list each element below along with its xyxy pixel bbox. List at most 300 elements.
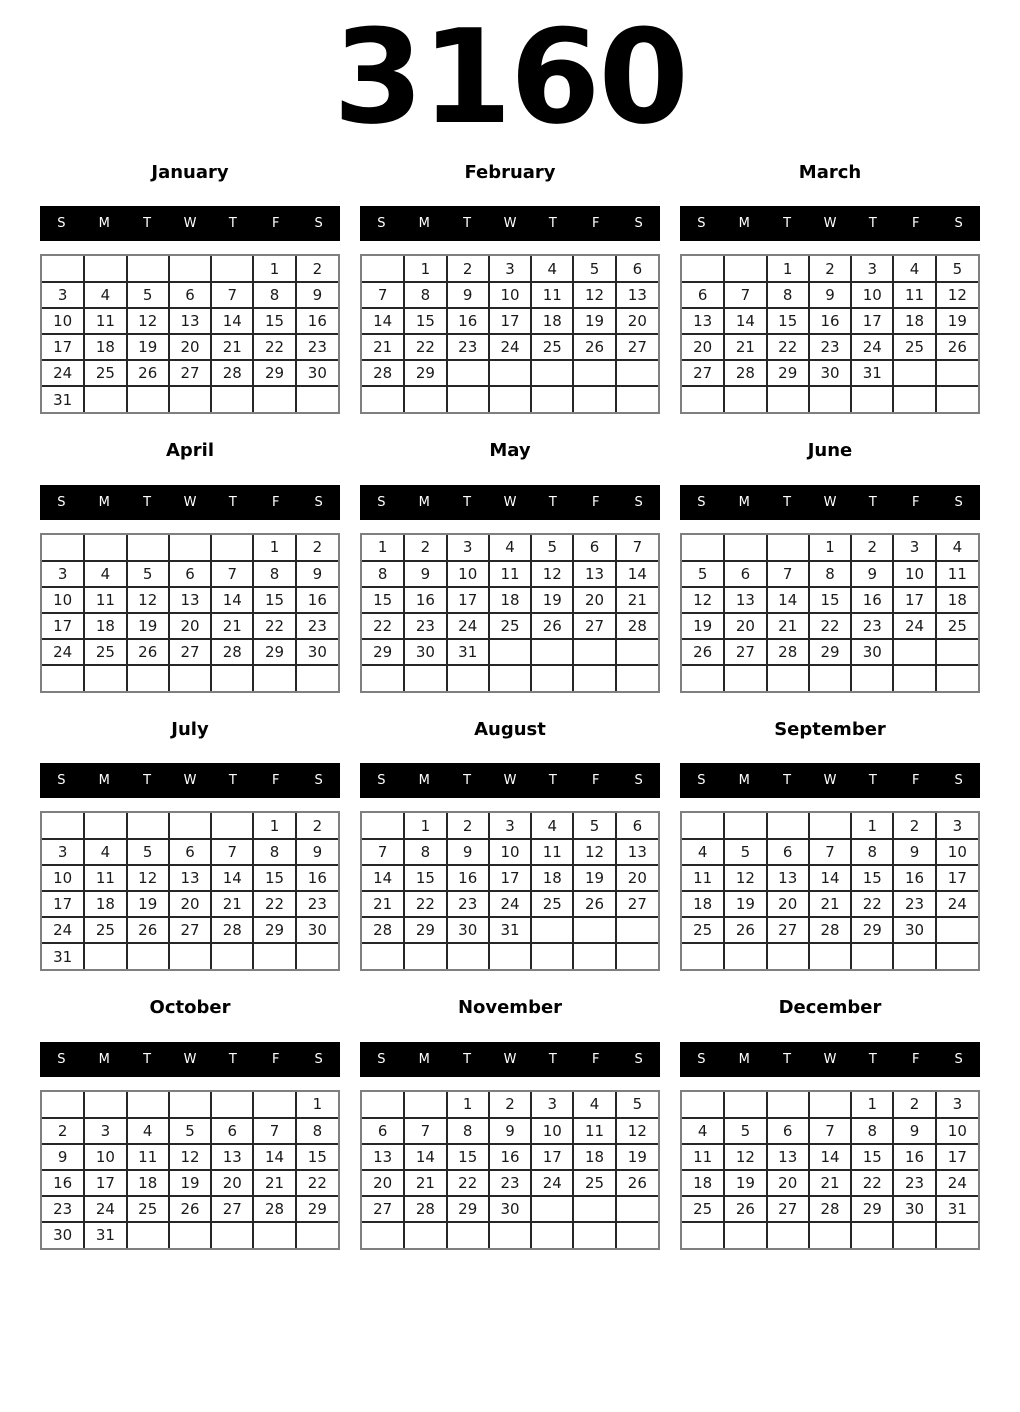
month-block	[680, 427, 980, 706]
day-cell: 4	[682, 839, 724, 865]
day-cell: 30	[404, 639, 446, 665]
empty-day-cell	[127, 943, 169, 969]
day-cell: 12	[531, 561, 573, 587]
month-table	[362, 813, 658, 969]
weekday-label: W	[183, 494, 197, 510]
empty-day-cell	[169, 386, 211, 412]
week-row	[362, 1170, 658, 1196]
day-cell: 20	[767, 1170, 809, 1196]
week-row	[42, 865, 338, 891]
week-row	[362, 613, 658, 639]
week-row	[42, 613, 338, 639]
day-cell: 8	[404, 839, 446, 865]
day-cell: 7	[211, 282, 253, 308]
weekday-label: S	[954, 773, 963, 788]
day-cell: 18	[127, 1170, 169, 1196]
weekday-label: S	[954, 494, 963, 510]
day-cell: 25	[84, 639, 126, 665]
empty-day-cell	[531, 1196, 573, 1222]
empty-day-cell	[767, 665, 809, 691]
day-cell: 29	[253, 639, 295, 665]
day-cell: 21	[211, 891, 253, 917]
day-cell: 29	[809, 639, 851, 665]
day-cell: 24	[42, 360, 84, 386]
month-block	[40, 148, 340, 427]
empty-day-cell	[893, 943, 935, 969]
day-cell: 23	[296, 613, 338, 639]
weekday-label: S	[377, 494, 386, 510]
day-cell: 27	[724, 639, 766, 665]
month-date-grid	[360, 533, 660, 693]
day-cell: 4	[682, 1118, 724, 1144]
day-cell: 2	[809, 256, 851, 282]
weekday-label: T	[868, 1051, 877, 1067]
empty-day-cell	[573, 639, 615, 665]
weekday-label: F	[271, 1051, 280, 1067]
day-cell: 3	[851, 256, 893, 282]
empty-day-cell	[489, 639, 531, 665]
weekday-label: M	[98, 216, 110, 231]
day-cell: 10	[489, 839, 531, 865]
day-cell: 1	[851, 1092, 893, 1118]
empty-day-cell	[404, 943, 446, 969]
month-date-grid	[680, 254, 980, 414]
weekday-header-bar	[40, 763, 340, 798]
day-cell: 23	[296, 891, 338, 917]
empty-day-cell	[42, 535, 84, 561]
day-cell: 1	[404, 256, 446, 282]
day-cell: 14	[809, 865, 851, 891]
day-cell: 10	[851, 282, 893, 308]
day-cell: 16	[489, 1144, 531, 1170]
day-cell: 10	[42, 587, 84, 613]
weekday-label: S	[377, 1051, 386, 1067]
day-cell: 3	[936, 1092, 978, 1118]
empty-day-cell	[767, 1222, 809, 1248]
empty-day-cell	[489, 386, 531, 412]
day-cell: 20	[169, 613, 211, 639]
empty-day-cell	[84, 813, 126, 839]
day-cell: 27	[767, 917, 809, 943]
week-row	[682, 1196, 978, 1222]
day-cell: 19	[682, 613, 724, 639]
day-cell: 10	[531, 1118, 573, 1144]
day-cell: 18	[531, 865, 573, 891]
day-cell: 2	[489, 1092, 531, 1118]
weekday-label: T	[143, 494, 152, 510]
empty-day-cell	[127, 1092, 169, 1118]
day-cell: 17	[851, 308, 893, 334]
day-cell: 6	[169, 282, 211, 308]
empty-day-cell	[724, 535, 766, 561]
empty-day-cell	[211, 256, 253, 282]
empty-day-cell	[42, 665, 84, 691]
months-grid	[40, 148, 980, 1262]
week-row	[42, 561, 338, 587]
weekday-label: W	[823, 494, 837, 510]
weekday-label: T	[463, 494, 472, 510]
weekday-label: M	[418, 216, 430, 231]
day-cell: 26	[127, 360, 169, 386]
empty-day-cell	[936, 1222, 978, 1248]
day-cell: 29	[767, 360, 809, 386]
day-cell: 17	[531, 1144, 573, 1170]
day-cell: 24	[893, 613, 935, 639]
day-cell: 1	[253, 256, 295, 282]
day-cell: 22	[447, 1170, 489, 1196]
empty-day-cell	[531, 917, 573, 943]
day-cell: 27	[616, 334, 658, 360]
day-cell: 21	[362, 334, 404, 360]
empty-day-cell	[362, 1092, 404, 1118]
week-row	[42, 943, 338, 969]
day-cell: 12	[573, 839, 615, 865]
day-cell: 1	[253, 535, 295, 561]
day-cell: 20	[169, 891, 211, 917]
day-cell: 5	[169, 1118, 211, 1144]
day-cell: 20	[211, 1170, 253, 1196]
empty-day-cell	[573, 1196, 615, 1222]
day-cell: 15	[404, 865, 446, 891]
week-row	[362, 813, 658, 839]
day-cell: 3	[42, 282, 84, 308]
day-cell: 9	[447, 282, 489, 308]
day-cell: 16	[447, 865, 489, 891]
day-cell: 28	[211, 360, 253, 386]
empty-day-cell	[767, 943, 809, 969]
day-cell: 16	[851, 587, 893, 613]
day-cell: 19	[724, 891, 766, 917]
day-cell: 24	[42, 917, 84, 943]
day-cell: 4	[84, 561, 126, 587]
day-cell: 30	[447, 917, 489, 943]
weekday-label: F	[591, 773, 600, 788]
day-cell: 11	[531, 282, 573, 308]
empty-day-cell	[211, 535, 253, 561]
day-cell: 24	[531, 1170, 573, 1196]
weekday-label: S	[697, 216, 706, 231]
empty-day-cell	[724, 665, 766, 691]
week-row	[682, 813, 978, 839]
day-cell: 12	[169, 1144, 211, 1170]
day-cell: 27	[573, 613, 615, 639]
weekday-label: S	[57, 1051, 66, 1067]
day-cell: 27	[616, 891, 658, 917]
month-date-grid	[40, 533, 340, 693]
day-cell: 10	[84, 1144, 126, 1170]
empty-day-cell	[253, 943, 295, 969]
day-cell: 24	[489, 334, 531, 360]
day-cell: 26	[531, 613, 573, 639]
empty-day-cell	[936, 917, 978, 943]
day-cell: 17	[42, 334, 84, 360]
empty-day-cell	[724, 943, 766, 969]
month-block	[360, 427, 660, 706]
day-cell: 6	[573, 535, 615, 561]
day-cell: 2	[296, 535, 338, 561]
day-cell: 8	[253, 839, 295, 865]
day-cell: 17	[936, 1144, 978, 1170]
day-cell: 28	[362, 360, 404, 386]
day-cell: 8	[253, 561, 295, 587]
week-row	[362, 256, 658, 282]
day-cell: 23	[296, 334, 338, 360]
weekday-label: T	[143, 773, 152, 788]
month-table	[42, 256, 338, 412]
day-cell: 14	[809, 1144, 851, 1170]
weekday-label: M	[418, 773, 430, 788]
day-cell: 11	[682, 865, 724, 891]
week-row	[682, 891, 978, 917]
empty-day-cell	[851, 386, 893, 412]
empty-day-cell	[489, 1222, 531, 1248]
day-cell: 29	[362, 639, 404, 665]
week-row	[362, 1092, 658, 1118]
day-cell: 17	[489, 308, 531, 334]
week-row	[362, 386, 658, 412]
weekday-label: M	[738, 216, 750, 231]
day-cell: 16	[404, 587, 446, 613]
week-row	[42, 1222, 338, 1248]
day-cell: 3	[447, 535, 489, 561]
day-cell: 7	[404, 1118, 446, 1144]
day-cell: 6	[362, 1118, 404, 1144]
day-cell: 14	[404, 1144, 446, 1170]
day-cell: 23	[404, 613, 446, 639]
month-block	[360, 148, 660, 427]
weekday-label: T	[548, 773, 557, 788]
day-cell: 2	[296, 813, 338, 839]
day-cell: 31	[851, 360, 893, 386]
week-row	[362, 943, 658, 969]
day-cell: 18	[84, 334, 126, 360]
day-cell: 10	[936, 839, 978, 865]
day-cell: 14	[211, 865, 253, 891]
day-cell: 8	[404, 282, 446, 308]
day-cell: 10	[447, 561, 489, 587]
day-cell: 13	[169, 865, 211, 891]
week-row	[42, 1144, 338, 1170]
week-row	[682, 1144, 978, 1170]
week-row	[682, 256, 978, 282]
day-cell: 21	[404, 1170, 446, 1196]
day-cell: 19	[169, 1170, 211, 1196]
month-table	[682, 256, 978, 412]
week-row	[362, 1196, 658, 1222]
day-cell: 29	[404, 360, 446, 386]
week-row	[42, 1092, 338, 1118]
weekday-label: S	[314, 773, 323, 788]
day-cell: 17	[936, 865, 978, 891]
day-cell: 15	[404, 308, 446, 334]
day-cell: 26	[616, 1170, 658, 1196]
day-cell: 13	[211, 1144, 253, 1170]
weekday-label: F	[911, 494, 920, 510]
weekday-label: T	[463, 773, 472, 788]
day-cell: 16	[296, 865, 338, 891]
day-cell: 19	[936, 308, 978, 334]
weekday-label: M	[98, 773, 110, 788]
day-cell: 30	[893, 917, 935, 943]
day-cell: 4	[531, 813, 573, 839]
day-cell: 20	[362, 1170, 404, 1196]
month-table	[682, 1092, 978, 1248]
empty-day-cell	[489, 943, 531, 969]
day-cell: 7	[809, 1118, 851, 1144]
day-cell: 6	[616, 256, 658, 282]
day-cell: 18	[936, 587, 978, 613]
day-cell: 24	[936, 1170, 978, 1196]
empty-day-cell	[531, 665, 573, 691]
day-cell: 10	[42, 308, 84, 334]
day-cell: 8	[809, 561, 851, 587]
week-row	[42, 813, 338, 839]
empty-day-cell	[127, 256, 169, 282]
weekday-label: F	[591, 494, 600, 510]
month-title: July	[171, 718, 209, 740]
day-cell: 7	[253, 1118, 295, 1144]
empty-day-cell	[42, 813, 84, 839]
day-cell: 11	[84, 308, 126, 334]
week-row	[362, 334, 658, 360]
empty-day-cell	[362, 943, 404, 969]
empty-day-cell	[682, 665, 724, 691]
day-cell: 26	[573, 334, 615, 360]
day-cell: 15	[253, 587, 295, 613]
day-cell: 1	[767, 256, 809, 282]
weekday-label: F	[271, 494, 280, 510]
weekday-header-bar	[40, 485, 340, 520]
week-row	[362, 839, 658, 865]
day-cell: 24	[936, 891, 978, 917]
week-row	[682, 386, 978, 412]
day-cell: 5	[127, 839, 169, 865]
day-cell: 29	[447, 1196, 489, 1222]
weekday-label: S	[634, 216, 643, 231]
day-cell: 8	[767, 282, 809, 308]
day-cell: 11	[84, 587, 126, 613]
day-cell: 9	[296, 282, 338, 308]
week-row	[362, 1222, 658, 1248]
day-cell: 22	[404, 334, 446, 360]
day-cell: 9	[42, 1144, 84, 1170]
day-cell: 13	[169, 587, 211, 613]
empty-day-cell	[682, 1222, 724, 1248]
empty-day-cell	[447, 360, 489, 386]
day-cell: 5	[616, 1092, 658, 1118]
day-cell: 16	[893, 1144, 935, 1170]
weekday-header-bar	[680, 763, 980, 798]
month-date-grid	[360, 254, 660, 414]
empty-day-cell	[447, 386, 489, 412]
month-table	[362, 256, 658, 412]
day-cell: 11	[127, 1144, 169, 1170]
day-cell: 19	[127, 334, 169, 360]
day-cell: 24	[851, 334, 893, 360]
day-cell: 26	[169, 1196, 211, 1222]
empty-day-cell	[767, 813, 809, 839]
day-cell: 3	[489, 256, 531, 282]
weekday-label: F	[591, 1051, 600, 1067]
day-cell: 11	[682, 1144, 724, 1170]
day-cell: 2	[893, 813, 935, 839]
day-cell: 6	[767, 839, 809, 865]
empty-day-cell	[127, 386, 169, 412]
day-cell: 19	[127, 613, 169, 639]
empty-day-cell	[616, 943, 658, 969]
month-block	[680, 148, 980, 427]
weekday-label: W	[503, 216, 517, 231]
day-cell: 28	[767, 639, 809, 665]
day-cell: 24	[489, 891, 531, 917]
month-date-grid	[40, 254, 340, 414]
week-row	[682, 1118, 978, 1144]
empty-day-cell	[169, 943, 211, 969]
empty-day-cell	[893, 1222, 935, 1248]
day-cell: 3	[42, 561, 84, 587]
weekday-header-bar	[360, 763, 660, 798]
day-cell: 9	[489, 1118, 531, 1144]
day-cell: 15	[851, 865, 893, 891]
empty-day-cell	[404, 1092, 446, 1118]
day-cell: 7	[809, 839, 851, 865]
weekday-label: F	[591, 216, 600, 231]
empty-day-cell	[362, 1222, 404, 1248]
weekday-label: T	[783, 773, 792, 788]
day-cell: 13	[767, 865, 809, 891]
empty-day-cell	[84, 256, 126, 282]
day-cell: 16	[296, 308, 338, 334]
week-row	[362, 308, 658, 334]
day-cell: 2	[447, 813, 489, 839]
week-row	[42, 891, 338, 917]
month-date-grid	[40, 1090, 340, 1250]
weekday-header-bar	[680, 206, 980, 241]
empty-day-cell	[936, 639, 978, 665]
day-cell: 12	[616, 1118, 658, 1144]
empty-day-cell	[84, 386, 126, 412]
day-cell: 6	[767, 1118, 809, 1144]
day-cell: 25	[531, 334, 573, 360]
day-cell: 6	[724, 561, 766, 587]
day-cell: 28	[211, 917, 253, 943]
week-row	[682, 535, 978, 561]
week-row	[362, 587, 658, 613]
weekday-label: T	[228, 1051, 237, 1067]
weekday-label: W	[183, 773, 197, 788]
week-row	[682, 1222, 978, 1248]
day-cell: 23	[893, 891, 935, 917]
weekday-label: T	[463, 1051, 472, 1067]
day-cell: 25	[84, 360, 126, 386]
month-title: April	[165, 440, 215, 461]
empty-day-cell	[893, 665, 935, 691]
week-row	[682, 1092, 978, 1118]
day-cell: 26	[724, 1196, 766, 1222]
day-cell: 10	[42, 865, 84, 891]
month-date-grid	[680, 533, 980, 693]
day-cell: 3	[489, 813, 531, 839]
day-cell: 14	[253, 1144, 295, 1170]
week-row	[362, 639, 658, 665]
empty-day-cell	[362, 386, 404, 412]
month-title: November	[457, 997, 563, 1018]
empty-day-cell	[573, 943, 615, 969]
day-cell: 15	[253, 865, 295, 891]
weekday-label: S	[954, 216, 963, 231]
weekday-label: W	[183, 1051, 197, 1067]
day-cell: 13	[724, 587, 766, 613]
